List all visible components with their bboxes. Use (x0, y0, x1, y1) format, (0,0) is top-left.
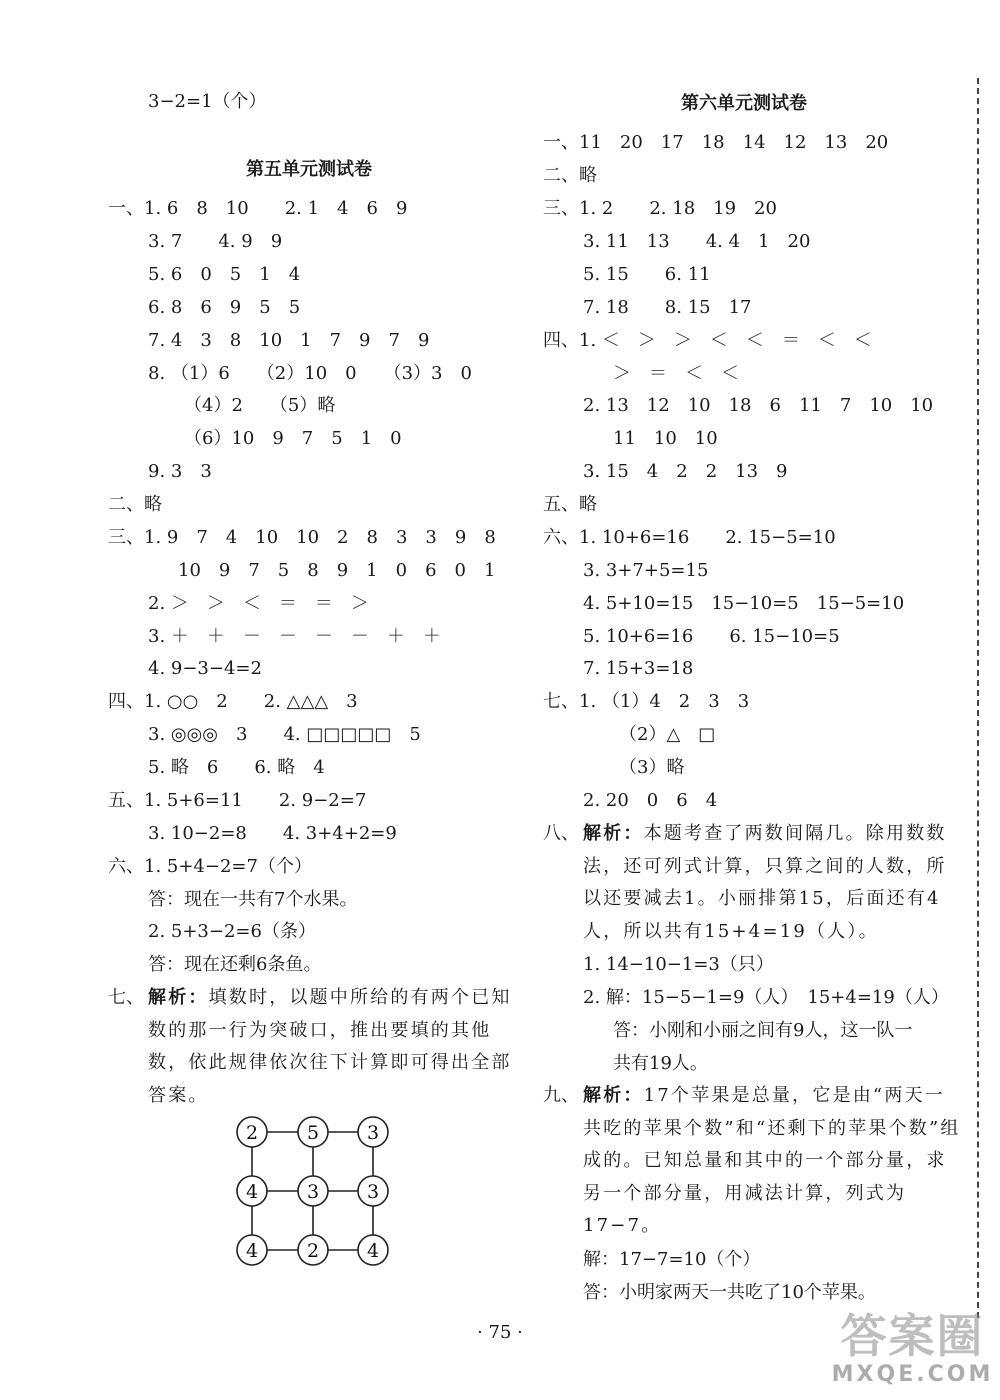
answer-line: 七、1. （1）4 2 3 3 (543, 691, 750, 712)
unit5-title: 第五单元测试卷 (246, 159, 372, 180)
dashed-cut-line (977, 78, 979, 1318)
answer-line: 7. 15+3=18 (583, 658, 694, 679)
answer-line: （4）2 （5）略 (184, 395, 336, 416)
answer-line: 10 9 7 5 8 9 1 0 6 0 1 (178, 560, 496, 581)
q8-text: 本题考查了两数间隔几。除用数数法，还可列式计算，只算之间的人数，所以还要减去1。小丽排第15，后面还有4人，所以共有15+4=19（人）。 (583, 823, 947, 942)
answer-line: （6）10 9 7 5 1 0 (184, 428, 402, 449)
answer-line: 2. 5+3−2=6（条） (148, 921, 316, 942)
answer-line: 一、11 20 17 18 14 12 13 20 (543, 132, 889, 153)
answer-line: 5. 6 0 5 1 4 (148, 264, 301, 285)
answer-line: 六、1. 10+6=16 2. 15−5=10 (543, 527, 836, 548)
q8-prefix: 八、 (543, 823, 579, 844)
answer-line: 答：现在还剩6条鱼。 (148, 954, 322, 975)
answer-line: 三、1. 9 7 4 10 10 2 8 3 3 9 8 (108, 527, 496, 548)
left-top-line: 3−2=1（个） (148, 91, 267, 112)
q7-label: 解析： (148, 987, 209, 1008)
answer-line: 答：小明家两天一共吃了10个苹果。 (583, 1282, 876, 1303)
grid-number: 2 (306, 1240, 320, 1262)
grid-number: 4 (245, 1181, 259, 1203)
watermark-sub-text: MXQE.COM (831, 1362, 994, 1387)
grid-number: 4 (366, 1240, 380, 1262)
answer-line: 2. 20 0 6 4 (583, 790, 718, 811)
number-grid-diagram (228, 1110, 410, 1270)
answer-line: ＞ ＝ ＜ ＜ (613, 363, 739, 384)
answer-line: 二、略 (543, 165, 597, 186)
q7-prefix: 七、 (108, 987, 144, 1008)
grid-number: 3 (306, 1181, 320, 1203)
unit6-title: 第六单元测试卷 (681, 93, 807, 114)
answer-line: 3. 15 4 2 2 13 9 (583, 461, 788, 482)
answer-line: 五、略 (543, 494, 597, 515)
answer-line: 三、1. 2 2. 18 19 20 (543, 198, 777, 219)
answer-line: 二、略 (108, 494, 162, 515)
answer-line: 答：现在一共有7个水果。 (148, 889, 358, 910)
q9-prefix: 九、 (543, 1085, 579, 1106)
answer-line: 11 10 10 (613, 428, 718, 449)
q9-text: 17个苹果是总量，它是由“两天一共吃的苹果个数”和“还剩下的苹果个数”组成的。已知总量和其中的一个部分量，求另一个部分量，用减法计算，列式为17−7。 (583, 1085, 961, 1236)
answer-line: 9. 3 3 (148, 461, 212, 482)
answer-line: 3. 3+7+5=15 (583, 560, 709, 581)
answer-line: 2. 13 12 10 18 6 11 7 10 10 (583, 395, 934, 416)
answer-line: 1. 14−10−1=3（只） (583, 954, 774, 975)
answer-line: （2）△ □ (619, 724, 716, 745)
answer-line: 解：17−7=10（个） (583, 1249, 761, 1270)
q8-label: 解析： (583, 823, 644, 844)
q7-text: 填数时，以题中所给的有两个已知数的那一行为突破口，推出要填的其他数，依此规律依次往下计算即可得出全部答案。 (148, 987, 512, 1106)
answer-line: 4. 5+10=15 15−10=5 15−5=10 (583, 593, 905, 614)
answer-line: 答：小刚和小丽之间有9人，这一队一 (613, 1020, 913, 1041)
answer-line: 3. ＋ ＋ － － － － ＋ ＋ (148, 626, 441, 647)
grid-number: 5 (306, 1122, 320, 1144)
q9-label: 解析： (583, 1085, 644, 1106)
answer-line: 7. 4 3 8 10 1 7 9 7 9 (148, 330, 430, 351)
answer-line: 2. 解：15−5−1=9（人） 15+4=19（人） (583, 987, 949, 1008)
answer-line: 3. 11 13 4. 4 1 20 (583, 231, 811, 252)
grid-number: 3 (366, 1122, 380, 1144)
answer-line: 3. ◎◎◎ 3 4. □□□□□ 5 (148, 724, 421, 745)
answer-line: 3. 7 4. 9 9 (148, 231, 283, 252)
answer-line: 3. 10−2=8 4. 3+4+2=9 (148, 823, 397, 844)
answer-line: 四、1. ＜ ＞ ＞ ＜ ＜ ＝ ＜ ＜ (543, 330, 872, 351)
q7-explanation (148, 982, 523, 1112)
answer-line: 四、1. ○○ 2 2. △△△ 3 (108, 691, 358, 712)
answer-line: （3）略 (619, 757, 685, 778)
grid-number: 2 (245, 1122, 259, 1144)
watermark-logo (830, 1310, 995, 1395)
answer-line: 共有19人。 (613, 1053, 708, 1074)
watermark-main-text: 答案圈 (840, 1309, 985, 1363)
answer-line: 6. 8 6 9 5 5 (148, 297, 301, 318)
page-number: · 75 · (477, 1322, 523, 1343)
answer-line: 4. 9−3−4=2 (148, 658, 262, 679)
answer-line: 5. 略 6 6. 略 4 (148, 757, 325, 778)
answer-line: 2. ＞ ＞ ＜ ＝ ＝ ＞ (148, 593, 369, 614)
answer-line: 5. 15 6. 11 (583, 264, 711, 285)
answer-line: 六、1. 5+4−2=7（个） (108, 856, 312, 877)
answer-line: 五、1. 5+6=11 2. 9−2=7 (108, 790, 367, 811)
grid-number: 3 (366, 1181, 380, 1203)
q9-explanation (583, 1080, 961, 1243)
answer-line: 7. 18 8. 15 17 (583, 297, 752, 318)
q8-explanation (583, 818, 961, 948)
answer-line: 8. （1）6 （2）10 0 （3）3 0 (148, 363, 472, 384)
answer-line: 5. 10+6=16 6. 15−10=5 (583, 626, 840, 647)
answer-line: 一、1. 6 8 10 2. 1 4 6 9 (108, 198, 408, 219)
grid-number: 4 (245, 1240, 259, 1262)
